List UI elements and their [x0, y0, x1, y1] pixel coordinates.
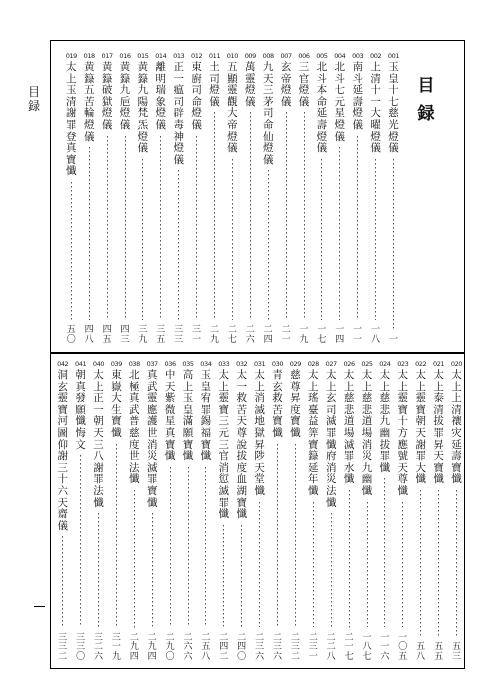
toc-entry — [281, 52, 292, 345]
entry-page-number: 四 五 — [102, 325, 112, 345]
entry-title: 東 廚 司 命 燈 儀 — [191, 61, 202, 131]
leader-dots — [170, 467, 171, 628]
entry-number: 005 — [316, 52, 328, 60]
entry-number: 007 — [280, 52, 292, 60]
toc-entry — [344, 360, 355, 662]
entry-page-number: 二 七 — [227, 325, 237, 345]
entry-page-number: 五 〇 — [66, 325, 76, 345]
entry-page-number: 三 三 二 — [58, 632, 68, 662]
toc-entry — [155, 52, 166, 345]
entry-number: 034 — [200, 360, 212, 368]
entry-number: 019 — [65, 52, 77, 60]
leader-dots — [134, 490, 135, 628]
entry-title: 上 清 十 一 大 曜 燈 儀 — [370, 61, 381, 155]
entry-page-number: 二 九 — [209, 325, 219, 345]
entry-title: 三 官 燈 儀 — [298, 61, 310, 108]
leader-dots — [188, 467, 189, 628]
toc-entry — [272, 360, 283, 662]
entry-number: 040 — [92, 360, 105, 368]
entry-page-number: 一 九 — [299, 325, 309, 345]
entry-number: 001 — [387, 52, 400, 60]
toc-entry — [308, 360, 319, 662]
toc-entry — [397, 360, 408, 662]
entry-page-number: 一 八 — [371, 325, 381, 345]
entry-page-number: 一 — [388, 334, 398, 345]
leader-dots — [80, 455, 81, 627]
entry-title: 九 天 三 茅 司 命 仙 燈 儀 — [262, 61, 274, 166]
entry-page-number: 五 三 — [451, 642, 461, 662]
toc-entry — [93, 360, 104, 662]
entry-number: 028 — [307, 360, 319, 368]
entry-number: 024 — [379, 360, 391, 368]
entry-page-number: 三 一 — [192, 325, 202, 345]
toc-entry — [75, 360, 86, 662]
leader-dots — [331, 513, 332, 627]
entry-title: 北 極 真 武 普 慈 度 世 法 懺 — [129, 369, 140, 486]
entry-number: 004 — [334, 52, 346, 60]
entry-title: 太 一 救 苦 天 尊 說 拔 度 血 湖 寶 懺 — [236, 369, 247, 521]
toc-entry — [388, 52, 399, 345]
leader-dots — [62, 536, 63, 627]
toc-entry — [137, 52, 148, 345]
leader-dots — [286, 112, 287, 320]
entry-number: 003 — [352, 52, 364, 60]
entry-number: 037 — [146, 360, 158, 368]
entry-page-number: 三 三 — [174, 325, 184, 345]
leader-dots — [250, 112, 251, 320]
toc-entry — [379, 360, 390, 662]
entry-title: 土 司 燈 儀 — [209, 61, 220, 108]
entry-title: 玉 皇 十 七 慈 光 燈 儀 — [388, 61, 399, 155]
leader-dots — [205, 467, 206, 628]
entry-number: 025 — [361, 360, 373, 368]
leader-dots — [89, 147, 90, 320]
toc-entry — [245, 52, 256, 345]
toc-entry — [236, 360, 247, 662]
entry-page-number: 五 八 — [416, 642, 426, 662]
leader-dots — [178, 170, 179, 320]
leader-dots — [357, 136, 358, 320]
entry-title: 東 嶽 大 生 寶 懺 — [111, 369, 122, 439]
entry-number: 039 — [110, 360, 122, 368]
entry-number: 012 — [190, 52, 203, 60]
entry-number: 014 — [155, 52, 167, 60]
entry-number: 027 — [325, 360, 337, 368]
entry-title: 太 上 靈 寶 朝 天 謝 罪 大 懺 — [415, 369, 426, 486]
leader-dots — [107, 136, 108, 320]
toc-entry — [299, 52, 310, 345]
entry-title: 正 一 瘟 司 辟 毒 神 燈 儀 — [173, 61, 184, 166]
entry-title: 玉 皇 宥 罪 錫 福 寶 懺 — [200, 369, 212, 463]
leader-dots — [268, 170, 269, 320]
toc-entry — [84, 52, 95, 345]
entry-page-number: 一 一 六 — [380, 632, 390, 662]
entry-title: 洞 玄 靈 寶 河 圖 仰 謝 三 十 六 天 齋 儀 — [57, 369, 68, 532]
toc-entry — [209, 52, 220, 345]
entry-title: 真 武 靈 應 護 世 消 災 滅 罪 寶 懺 — [146, 369, 158, 509]
entry-number: 022 — [415, 360, 427, 368]
leader-dots — [339, 147, 340, 320]
leader-dots — [116, 444, 117, 628]
leader-dots — [214, 112, 215, 320]
entry-number: 033 — [218, 360, 230, 368]
entry-number: 036 — [164, 360, 176, 368]
entry-title: 玄 帝 燈 儀 — [280, 61, 292, 108]
toc-entry — [451, 360, 462, 662]
entry-title: 慈 尊 昇 度 寶 懺 — [290, 369, 301, 439]
leader-dots — [393, 159, 394, 330]
toc-entry — [147, 360, 158, 662]
entry-page-number: 四 八 — [84, 325, 94, 345]
leader-dots — [438, 490, 439, 637]
entry-number: 013 — [173, 52, 185, 60]
leader-dots — [375, 159, 376, 320]
toc-entry — [66, 52, 77, 345]
page-title: 目 録 — [417, 76, 435, 124]
leader-dots — [295, 444, 296, 628]
entry-page-number: 二 九 四 — [129, 632, 139, 662]
entry-title: 太 上 上 清 禳 灾 延 壽 寶 懺 — [451, 369, 462, 486]
entry-number: 035 — [182, 360, 194, 368]
entry-page-number: 二 三 一 — [308, 632, 318, 662]
entry-title: 南 斗 延 壽 燈 儀 — [352, 61, 363, 131]
leader-dots — [125, 136, 126, 320]
entry-page-number: 二 三 六 — [255, 632, 265, 662]
leader-dots — [349, 490, 350, 628]
entry-number: 017 — [101, 52, 113, 60]
toc-entry — [102, 52, 113, 345]
entry-title: 太 上 玄 司 滅 罪 懺 府 消 災 法 懺 — [325, 369, 337, 509]
entry-page-number: 三 二 六 — [93, 632, 103, 662]
entry-title: 太 上 瑤 臺 益 筭 寶 籙 延 年 懺 — [308, 369, 319, 497]
entry-title: 青 玄 救 苦 寶 懺 — [272, 369, 283, 439]
leader-dots — [402, 502, 403, 628]
entry-number: 015 — [137, 52, 149, 60]
leader-dots — [420, 490, 421, 637]
entry-title: 北 斗 七 元 星 燈 儀 — [334, 61, 346, 143]
toc-entry — [254, 360, 265, 662]
entry-page-number: 二 一 — [281, 325, 291, 345]
entry-number: 021 — [432, 360, 445, 368]
entry-number: 009 — [244, 52, 256, 60]
entry-number: 011 — [208, 52, 221, 60]
entry-title: 太 上 慈 悲 九 幽 拔 罪 懺 — [379, 369, 391, 474]
leader-dots — [196, 136, 197, 320]
leader-dots — [71, 182, 72, 320]
leader-dots — [232, 159, 233, 320]
toc-entry — [165, 360, 176, 662]
entry-page-number: 一 〇 五 — [398, 632, 408, 662]
leader-dots — [321, 159, 322, 320]
toc-entry — [334, 52, 345, 345]
entry-number: 026 — [343, 360, 355, 368]
entry-number: 023 — [397, 360, 409, 368]
entry-page-number: 二 六 — [245, 325, 255, 345]
entry-page-number: 二 四 二 — [219, 632, 229, 662]
leader-dots — [277, 444, 278, 628]
entry-title: 太 上 泰 清 拔 罪 昇 天 寶 懺 — [433, 369, 444, 486]
entry-page-number: 三 九 — [138, 325, 148, 345]
entry-number: 030 — [271, 360, 284, 368]
toc-entry — [290, 360, 301, 662]
leader-dots — [98, 513, 99, 627]
leader-dots — [142, 159, 143, 320]
toc-entry — [200, 360, 211, 662]
toc-entry — [263, 52, 274, 345]
entry-number: 008 — [262, 52, 274, 60]
toc-entry — [129, 360, 140, 662]
section-divider — [50, 352, 465, 354]
toc-entry — [352, 52, 363, 345]
toc-entry — [433, 360, 444, 662]
toc-entry — [316, 52, 327, 345]
toc-entry — [191, 52, 202, 345]
entry-number: 016 — [119, 52, 131, 60]
leader-dots — [241, 525, 242, 628]
entry-number: 031 — [253, 360, 266, 368]
toc-entry — [111, 360, 122, 662]
side-rule — [34, 606, 45, 607]
toc-entry — [415, 360, 426, 662]
entry-title: 太 上 慈 悲 道 場 滅 罪 水 懺 — [343, 369, 355, 486]
entry-page-number: 二 三 二 — [290, 632, 300, 662]
entry-number: 029 — [289, 360, 301, 368]
entry-title: 黄 籙 九 巵 燈 儀 — [119, 61, 131, 131]
toc-entry — [227, 52, 238, 345]
entry-title: 黄 籙 五 苦 輪 燈 儀 — [83, 61, 95, 143]
entry-page-number: 二 五 八 — [201, 632, 211, 662]
entry-title: 太 上 靈 寶 十 方 應 號 天 尊 懺 — [397, 369, 409, 497]
entry-page-number: 二 三 六 — [272, 632, 282, 662]
entry-page-number: 二 二 八 — [326, 632, 336, 662]
entry-page-number: 五 五 — [434, 642, 444, 662]
leader-dots — [259, 502, 260, 628]
leader-dots — [160, 136, 161, 320]
entry-title: 朝 真 發 願 懺 悔 文 — [75, 369, 86, 451]
entry-page-number: 一 八 七 — [362, 632, 372, 662]
entry-title: 太 上 消 滅 地 獄 昇 陟 天 堂 懺 — [254, 369, 265, 497]
entry-number: 018 — [83, 52, 95, 60]
entry-page-number: 二 九 〇 — [165, 632, 175, 662]
entry-page-number: 三 三 〇 — [76, 632, 86, 662]
entry-title: 太 上 玉 清 謝 罪 登 真 寶 懺 — [66, 61, 77, 178]
entry-number: 020 — [450, 360, 463, 368]
toc-entry — [326, 360, 337, 662]
entry-title: 萬 靈 燈 儀 — [245, 61, 256, 108]
leader-dots — [223, 525, 224, 628]
entry-page-number: 二 四 — [263, 325, 273, 345]
entry-page-number: 二 四 〇 — [237, 632, 247, 662]
entry-title: 北 斗 本 命 延 壽 燈 儀 — [316, 61, 328, 155]
entry-title: 黄 籙 九 陽 梵 炁 燈 儀 — [137, 61, 149, 155]
entry-title: 黄 籙 破 獄 燈 儀 — [101, 61, 113, 131]
entry-page-number: 二 九 四 — [147, 632, 157, 662]
toc-entry — [57, 360, 68, 662]
entry-title: 中 天 紫 微 星 真 寶 懺 — [164, 369, 176, 463]
entry-title: 五 顯 靈 觀 大 帝 燈 儀 — [227, 61, 238, 155]
entry-title: 太 上 慈 悲 道 場 消 災 九 幽 懺 — [361, 369, 373, 497]
leader-dots — [384, 478, 385, 627]
entry-number: 038 — [128, 360, 140, 368]
entry-page-number: 二 六 六 — [183, 632, 193, 662]
entry-page-number: 三 五 — [156, 325, 166, 345]
entry-page-number: 二 一 七 — [344, 632, 354, 662]
entry-number: 032 — [236, 360, 248, 368]
leader-dots — [456, 490, 457, 637]
entry-title: 太 上 靈 寶 三 元 三 官 消 愆 滅 罪 懺 — [218, 369, 230, 521]
entry-title: 高 上 玉 皇 滿 願 寶 懺 — [182, 369, 194, 463]
entry-title: 離 明 瑞 象 燈 儀 — [155, 61, 167, 131]
entry-number: 042 — [57, 360, 69, 368]
entry-page-number: 四 三 — [120, 325, 130, 345]
entry-number: 006 — [298, 52, 310, 60]
entry-number: 041 — [74, 360, 87, 368]
toc-entry — [362, 360, 373, 662]
toc-entry — [120, 52, 131, 345]
leader-dots — [152, 513, 153, 627]
leader-dots — [313, 502, 314, 628]
entry-page-number: 一 四 — [335, 325, 345, 345]
entry-page-number: 一 一 — [353, 325, 363, 345]
entry-page-number: 三 一 九 — [111, 632, 121, 662]
leader-dots — [367, 502, 368, 628]
side-section-label: 目 録 — [27, 85, 40, 113]
toc-entry — [218, 360, 229, 662]
entry-number: 002 — [369, 52, 382, 60]
entry-title: 太 上 正 一 朝 天 三 八 謝 罪 法 懺 — [93, 369, 104, 509]
entry-page-number: 一 七 — [317, 325, 327, 345]
leader-dots — [304, 112, 305, 320]
entry-number: 010 — [226, 52, 238, 60]
toc-entry — [370, 52, 381, 345]
toc-entry — [183, 360, 194, 662]
toc-entry — [173, 52, 184, 345]
